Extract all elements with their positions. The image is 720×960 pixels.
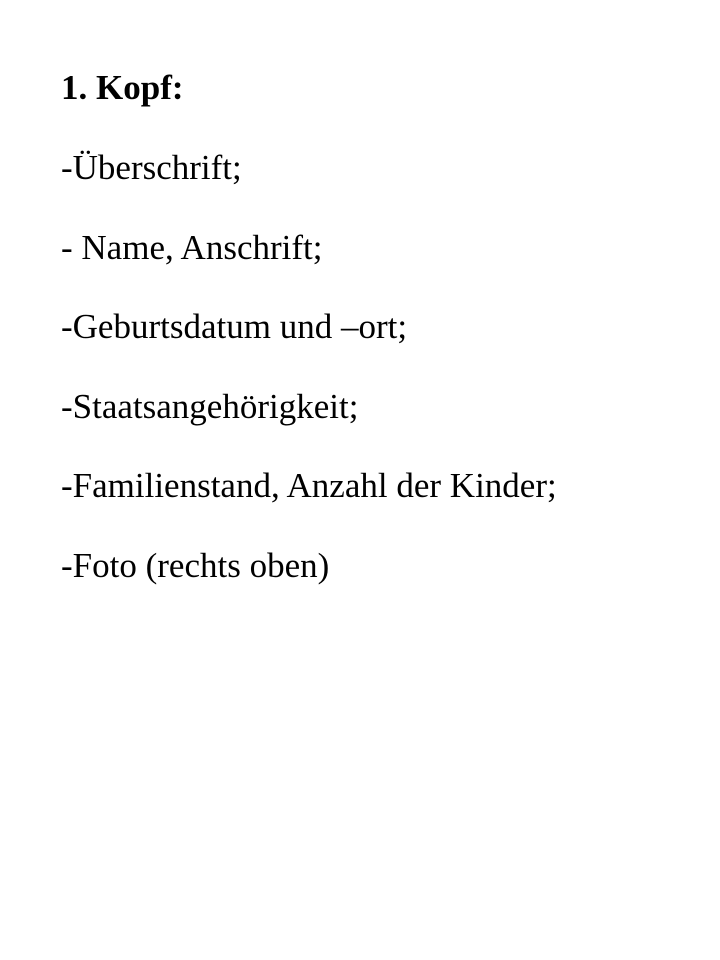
list-item-name-anschrift: - Name, Anschrift; [61, 227, 323, 267]
list-item-geburtsdatum: -Geburtsdatum und –ort; [61, 307, 408, 346]
list-item-ueberschrift: -Überschrift; [61, 148, 242, 187]
section-heading: 1. Kopf: [61, 68, 184, 107]
list-item-foto: -Foto (rechts oben) [61, 545, 330, 585]
list-item-familienstand: -Familienstand, Anzahl der Kinder; [61, 466, 557, 505]
item-list [61, 146, 557, 623]
list-item-staatsangehoerigkeit: -Staatsangehörigkeit; [61, 386, 359, 426]
